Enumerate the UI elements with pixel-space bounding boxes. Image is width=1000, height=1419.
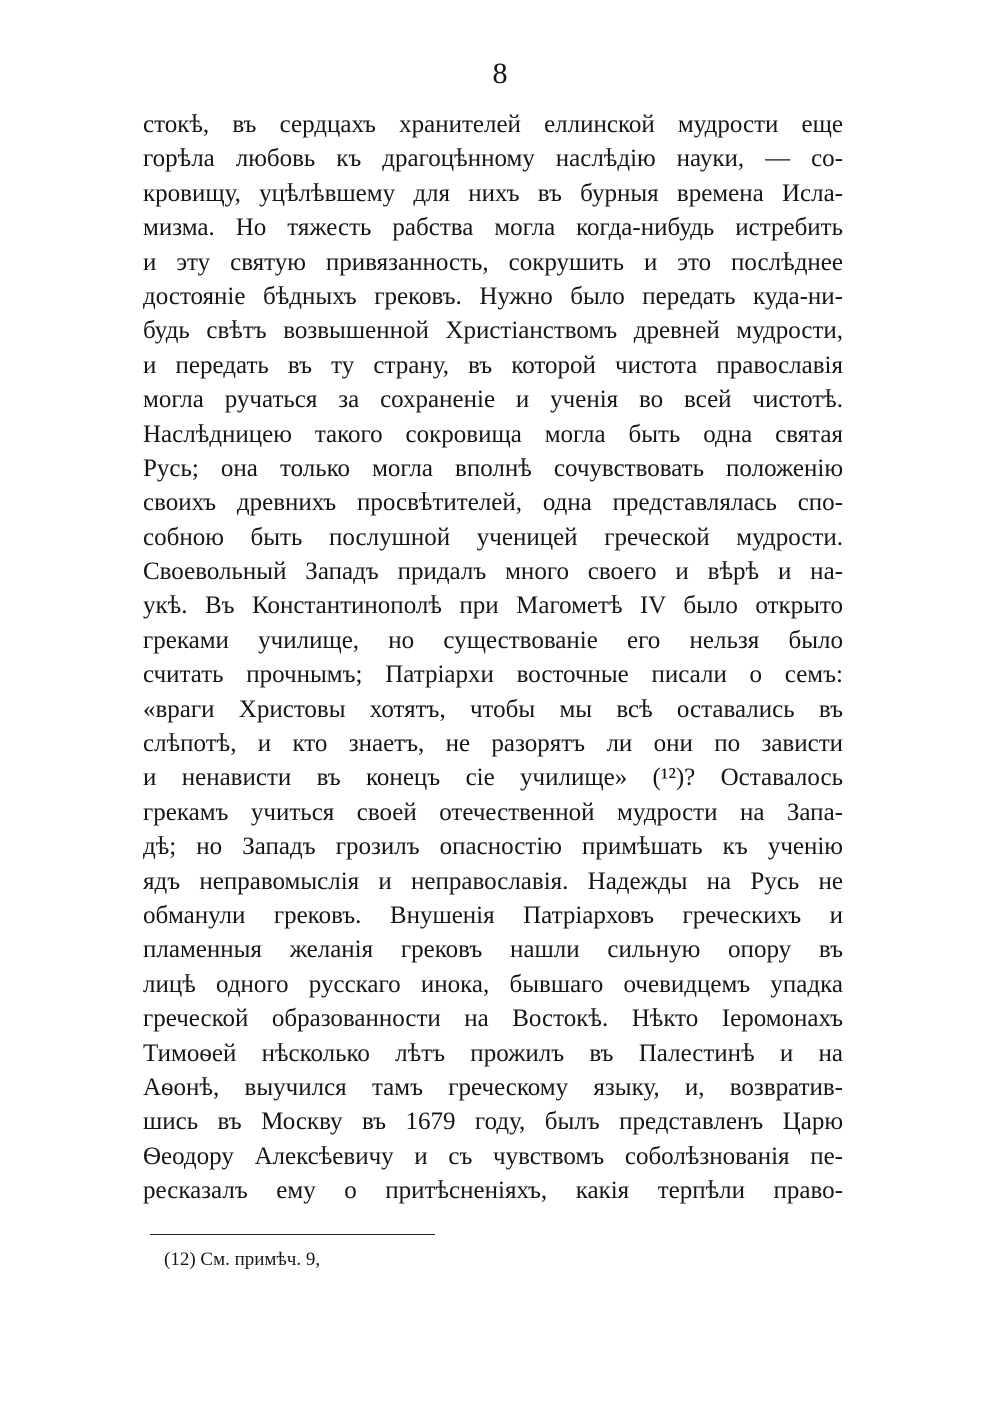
text-line: слѣпотѣ, и кто знаетъ, не разорятъ ли они по зависти [143,730,843,758]
text-line: шись въ Москву въ 1679 году, былъ представленъ Царю [143,1108,843,1136]
text-line: «враги Христовы хотятъ, чтобы мы всѣ оставались въ [143,695,843,723]
text-line: мизма. Но тяжесть рабства могла когда-нибудь истребить [143,214,843,242]
text-line: ресказалъ ему о притѣсненіяхъ, какія терпѣли право- [143,1177,843,1205]
text-line: пламенныя желанія грековъ нашли сильную опору въ [143,936,843,964]
footnote-divider [150,1234,435,1235]
text-line: дѣ; но Западъ грозилъ опасностію примѣшать къ ученію [143,833,843,861]
text-line: ядъ неправомыслія и неправославія. Надежды на Русь не [143,867,843,895]
text-line: кровищу, уцѣлѣвшему для нихъ въ бурныя времена Исла- [143,179,843,207]
text-line: и эту святую привязанность, сокрушить и это послѣднее [143,248,843,276]
footnote: (12) См. примѣч. 9, [164,1249,321,1270]
body-text [143,108,843,1209]
text-line: считать прочнымъ; Патріархи восточные писали о семъ: [143,661,843,689]
text-line: Ѳеодору Алексѣевичу и съ чувствомъ соболѣзнованія пе- [143,1142,843,1170]
text-line: будь свѣтъ возвышенной Христіанствомъ древней мудрости, [143,317,843,345]
page-number: 8 [492,57,508,90]
text-line: достояніе бѣдныхъ грековъ. Нужно было передать куда-ни- [143,282,843,310]
text-line: Аѳонѣ, выучился тамъ греческому языку, и, возвратив- [143,1073,843,1101]
text-line: и ненависти въ конецъ сіе училище» (¹²)? Оставалось [143,764,843,792]
text-line: лицѣ одного русскаго инока, бывшаго очевидцемъ упадка [143,970,843,998]
text-line: горѣла любовь къ драгоцѣнному наслѣдію науки, — со- [143,145,843,173]
text-line: греческой образованности на Востокѣ. Нѣкто Іеромонахъ [143,1005,843,1033]
text-line: могла ручаться за сохраненіе и ученія во всей чистотѣ. [143,386,843,414]
text-line: Своевольный Западъ придалъ много своего и вѣрѣ и на- [143,558,843,586]
text-line: и передать въ ту страну, въ которой чистота православія [143,351,843,379]
text-line: греками училище, но существованіе его нельзя было [143,626,843,654]
text-line: Наслѣдницею такого сокровища могла быть одна святая [143,420,843,448]
text-line: грекамъ учиться своей отечественной мудрости на Запа- [143,798,843,826]
text-line: обманули грековъ. Внушенія Патріарховъ греческихъ и [143,901,843,929]
text-line: стокѣ, въ сердцахъ хранителей еллинской мудрости еще [143,111,843,138]
text-line: Тимоѳей нѣсколько лѣтъ прожилъ въ Палестинѣ и на [143,1039,843,1067]
text-line: укѣ. Въ Константинополѣ при Магометѣ IV было открыто [143,592,843,620]
text-line: собною быть послушной ученицей греческой мудрости. [143,523,843,551]
text-line: своихъ древнихъ просвѣтителей, одна представлялась спо- [143,489,843,517]
text-line: Русь; она только могла вполнѣ сочувствовать положенію [143,454,843,482]
